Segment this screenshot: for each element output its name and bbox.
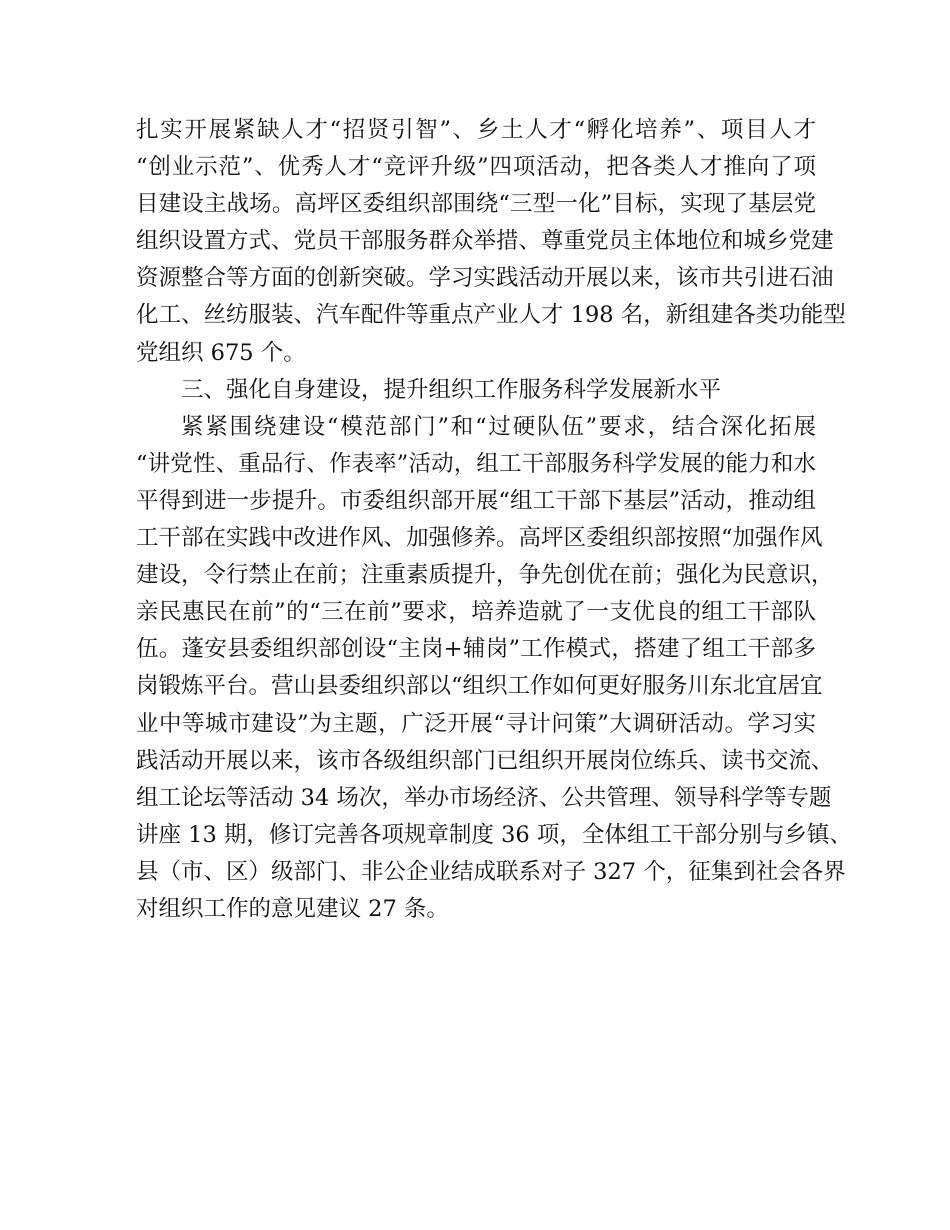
text-line: 岗锻炼平台。营山县委组织部以“组织工作如何更好服务川东北宜居宜 (136, 673, 823, 700)
text-line: 建设，令行禁止在前；注重素质提升，争先创优在前；强化为民意识， (136, 562, 834, 589)
text-line: 资源整合等方面的创新突破。学习实践活动开展以来，该市共引进石油 (136, 265, 834, 292)
text-line: 业中等城市建设”为主题，广泛开展“寻计问策”大调研活动。学习实 (136, 710, 816, 737)
paragraph-talent-activities (136, 112, 846, 372)
text-line: 工干部在实践中改进作风、加强修养。高坪区委组织部按照“加强作风 (136, 525, 823, 552)
text-line: “讲党性、重品行、作表率”活动，组工干部服务科学发展的能力和水 (136, 450, 816, 477)
text-line: 化工、丝纺服装、汽车配件等重点产业人才 198 名，新组建各类功能型 (136, 302, 846, 329)
document-page (136, 112, 852, 928)
text-line: 伍。蓬安县委组织部创设“主岗+辅岗”工作模式，搭建了组工干部多 (136, 636, 816, 663)
text-line: 组织设置方式、党员干部服务群众举措、尊重党员主体地位和城乡党建 (136, 228, 834, 255)
text-line: 平得到进一步提升。市委组织部开展“组工干部下基层”活动，推动组 (136, 487, 816, 514)
section-heading: 三、强化自身建设，提升组织工作服务科学发展新水平 (181, 376, 722, 403)
text-line: 对组织工作的意见建议 27 条。 (136, 895, 449, 922)
text-line: 紧紧围绕建设“模范部门”和“过硬队伍”要求，结合深化拓展 (181, 413, 816, 440)
text-line: 组工论坛等活动 34 场次，举办市场经济、公共管理、领导科学等专题 (136, 784, 832, 811)
text-line: 党组织 675 个。 (136, 339, 306, 366)
text-line: 县（市、区）级部门、非公企业结成联系对子 327 个，征集到社会各界 (136, 858, 846, 885)
text-line: 目建设主战场。高坪区委组织部围绕“三型一化”目标，实现了基层党 (136, 191, 816, 218)
text-line: 扎实开展紧缺人才“招贤引智”、乡土人才“孵化培养”、项目人才 (136, 117, 816, 143)
text-line: “创业示范”、优秀人才“竞评升级”四项活动，把各类人才推向了项 (136, 154, 816, 181)
text-line: 践活动开展以来，该市各级组织部门已组织开展岗位练兵、读书交流、 (136, 747, 834, 774)
paragraph-self-building (136, 409, 852, 928)
text-line: 讲座 13 期，修订完善各项规章制度 36 项，全体组工干部分别与乡镇、 (136, 821, 852, 848)
text-line: 亲民惠民在前”的“三在前”要求，培养造就了一支优良的组工干部队 (136, 599, 816, 626)
